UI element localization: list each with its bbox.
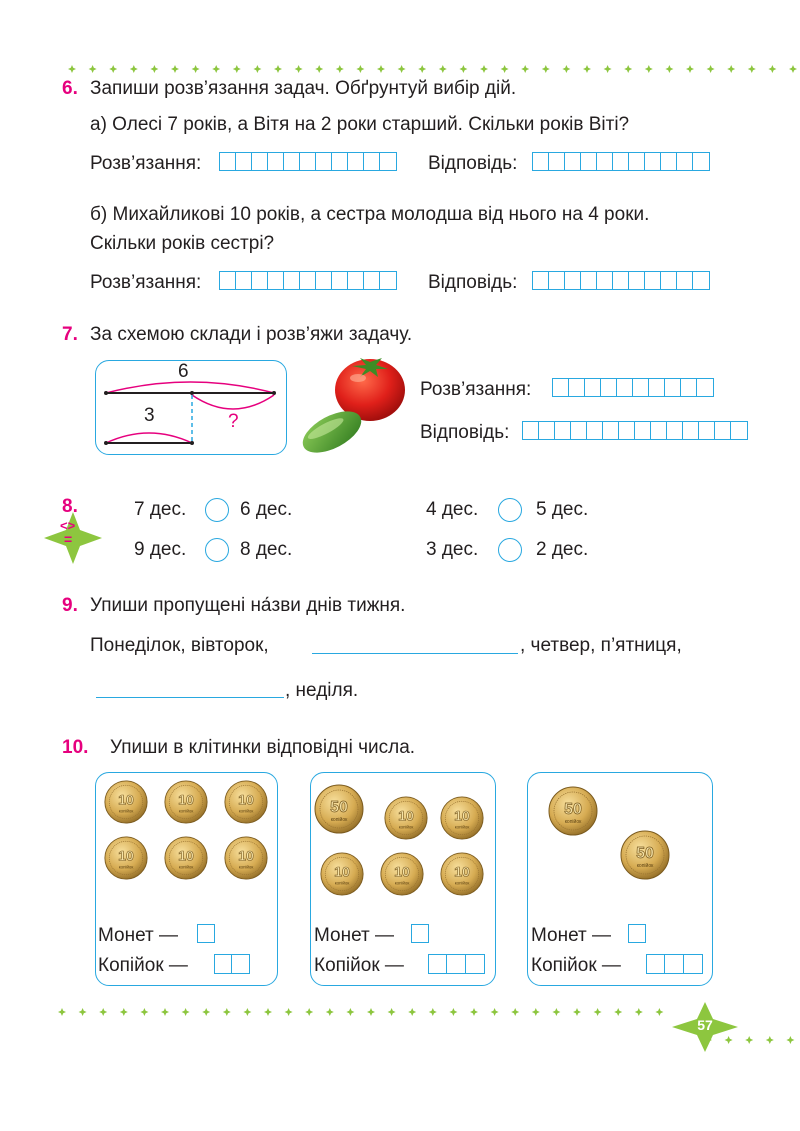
task6-a-answer-cells[interactable] <box>532 152 710 171</box>
scheme-total-label: 6 <box>178 361 189 382</box>
box2-coins-cell[interactable] <box>411 924 429 943</box>
svg-text:копійок: копійок <box>564 819 582 825</box>
task10-number: 10. <box>62 737 89 758</box>
compare-row2-right2: 2 дес. <box>536 539 589 560</box>
coin-10-kopecks-icon <box>164 780 208 824</box>
task6-title: Запиши розв’язання задач. Обґрунтуй вибір дій. <box>90 78 517 99</box>
task7-number: 7. <box>62 324 78 345</box>
svg-text:копійок: копійок <box>178 808 194 814</box>
coin-10-kopecks-icon <box>104 836 148 880</box>
coin-50-kopecks-icon <box>620 830 670 880</box>
svg-text:копійок: копійок <box>334 880 350 886</box>
task9-title: Упиши пропущені на́зви днів тижня. <box>90 595 406 616</box>
svg-text:копійок: копійок <box>178 864 194 870</box>
task9-line2-end: , неділя. <box>285 680 359 701</box>
svg-text:50: 50 <box>564 801 582 818</box>
compare-row2-left1: 9 дес. <box>134 539 187 560</box>
task6-a-solution-label: Розв’язання: <box>90 153 202 174</box>
svg-text:копійок: копійок <box>118 808 134 814</box>
box1-kopecks-cells[interactable] <box>214 954 250 974</box>
svg-text:10: 10 <box>334 863 350 880</box>
compare-circle-4[interactable] <box>498 538 522 562</box>
coin-10-kopecks-icon <box>440 796 484 840</box>
compare-circle-1[interactable] <box>205 498 229 522</box>
task9-blank-1[interactable] <box>312 653 518 654</box>
svg-text:50: 50 <box>330 799 348 816</box>
compare-row1-left1: 7 дес. <box>134 499 187 520</box>
scheme-part-label: 3 <box>144 405 155 426</box>
svg-text:10: 10 <box>178 847 194 864</box>
coin-10-kopecks-icon <box>104 780 148 824</box>
task6-b-answer-cells[interactable] <box>532 271 710 290</box>
coin-50-kopecks-icon <box>314 784 364 834</box>
task7-title: За схемою склади і розв’яжи задачу. <box>90 324 413 345</box>
box1-coins-cell[interactable] <box>197 924 215 943</box>
svg-text:10: 10 <box>454 863 470 880</box>
tomato-and-cucumber-image <box>298 352 413 462</box>
compare-icon-top-text: <> <box>60 518 76 533</box>
svg-text:10: 10 <box>454 807 470 824</box>
task7-scheme-box <box>95 360 287 455</box>
svg-text:копійок: копійок <box>636 863 654 869</box>
task6-a-text: а) Олесі 7 років, а Вітя на 2 роки старший. Скільки років Віті? <box>90 114 630 135</box>
box3-kopecks-label: Копійок — <box>531 955 621 976</box>
box2-coins-label: Монет — <box>314 925 395 946</box>
page-number: 57 <box>697 1017 713 1033</box>
svg-text:копійок: копійок <box>330 817 348 823</box>
svg-text:копійок: копійок <box>454 880 470 886</box>
compare-icon-bottom-text: = <box>64 531 73 547</box>
box2-kopecks-cells[interactable] <box>428 954 485 974</box>
decorative-star-border-top <box>0 62 800 76</box>
coin-10-kopecks-icon <box>320 852 364 896</box>
task9-line1-end: , четвер, п’ятниця, <box>520 635 682 656</box>
box2-kopecks-label: Копійок — <box>314 955 404 976</box>
task7-solution-cells[interactable] <box>552 378 714 397</box>
task9-blank-2[interactable] <box>96 697 284 698</box>
task9-line1-start: Понеділок, вівторок, <box>90 635 269 656</box>
coin-10-kopecks-icon <box>380 852 424 896</box>
svg-text:копійок: копійок <box>398 824 414 830</box>
svg-text:10: 10 <box>394 863 410 880</box>
task7-scheme-diagram <box>96 361 286 454</box>
task6-b-solution-label: Розв’язання: <box>90 272 202 293</box>
task6-b-text-line1: б) Михайликові 10 років, а сестра молодша від нього на 4 роки. <box>90 204 650 225</box>
task6-b-answer-label: Відповідь: <box>428 272 518 293</box>
svg-text:10: 10 <box>238 847 254 864</box>
compare-row2-right1: 8 дес. <box>240 539 293 560</box>
task6-b-text-line2: Скільки років сестрі? <box>90 233 275 254</box>
svg-text:10: 10 <box>118 847 134 864</box>
decorative-star-border-bottom <box>0 1005 680 1019</box>
coin-10-kopecks-icon <box>384 796 428 840</box>
scheme-unknown-label: ? <box>228 411 239 432</box>
svg-text:10: 10 <box>178 791 194 808</box>
task6-b-solution-cells[interactable] <box>219 271 397 290</box>
coin-50-kopecks-icon <box>548 786 598 836</box>
task8-number: 8. <box>62 496 78 517</box>
svg-text:10: 10 <box>118 791 134 808</box>
task6-a-answer-label: Відповідь: <box>428 153 518 174</box>
coin-10-kopecks-icon <box>224 836 268 880</box>
svg-text:копійок: копійок <box>118 864 134 870</box>
task10-title: Упиши в клітинки відповідні числа. <box>110 737 416 758</box>
svg-text:50: 50 <box>636 845 654 862</box>
box3-kopecks-cells[interactable] <box>646 954 703 974</box>
compare-row1-right1: 6 дес. <box>240 499 293 520</box>
svg-text:копійок: копійок <box>238 864 254 870</box>
coin-10-kopecks-icon <box>164 836 208 880</box>
task7-answer-label: Відповідь: <box>420 422 510 443</box>
box1-kopecks-label: Копійок — <box>98 955 188 976</box>
svg-text:10: 10 <box>398 807 414 824</box>
task6-a-solution-cells[interactable] <box>219 152 397 171</box>
svg-text:копійок: копійок <box>394 880 410 886</box>
box3-coins-label: Монет — <box>531 925 612 946</box>
task9-number: 9. <box>62 595 78 616</box>
svg-text:копійок: копійок <box>238 808 254 814</box>
coin-10-kopecks-icon <box>224 780 268 824</box>
task7-answer-cells[interactable] <box>522 421 748 440</box>
compare-row1-right2: 5 дес. <box>536 499 589 520</box>
svg-text:копійок: копійок <box>454 824 470 830</box>
box1-coins-label: Монет — <box>98 925 179 946</box>
compare-circle-2[interactable] <box>498 498 522 522</box>
coin-10-kopecks-icon <box>440 852 484 896</box>
task7-solution-label: Розв’язання: <box>420 379 532 400</box>
box3-coins-cell[interactable] <box>628 924 646 943</box>
compare-row1-left2: 4 дес. <box>426 499 479 520</box>
compare-circle-3[interactable] <box>205 538 229 562</box>
task6-number: 6. <box>62 78 78 99</box>
svg-text:10: 10 <box>238 791 254 808</box>
compare-row2-left2: 3 дес. <box>426 539 479 560</box>
